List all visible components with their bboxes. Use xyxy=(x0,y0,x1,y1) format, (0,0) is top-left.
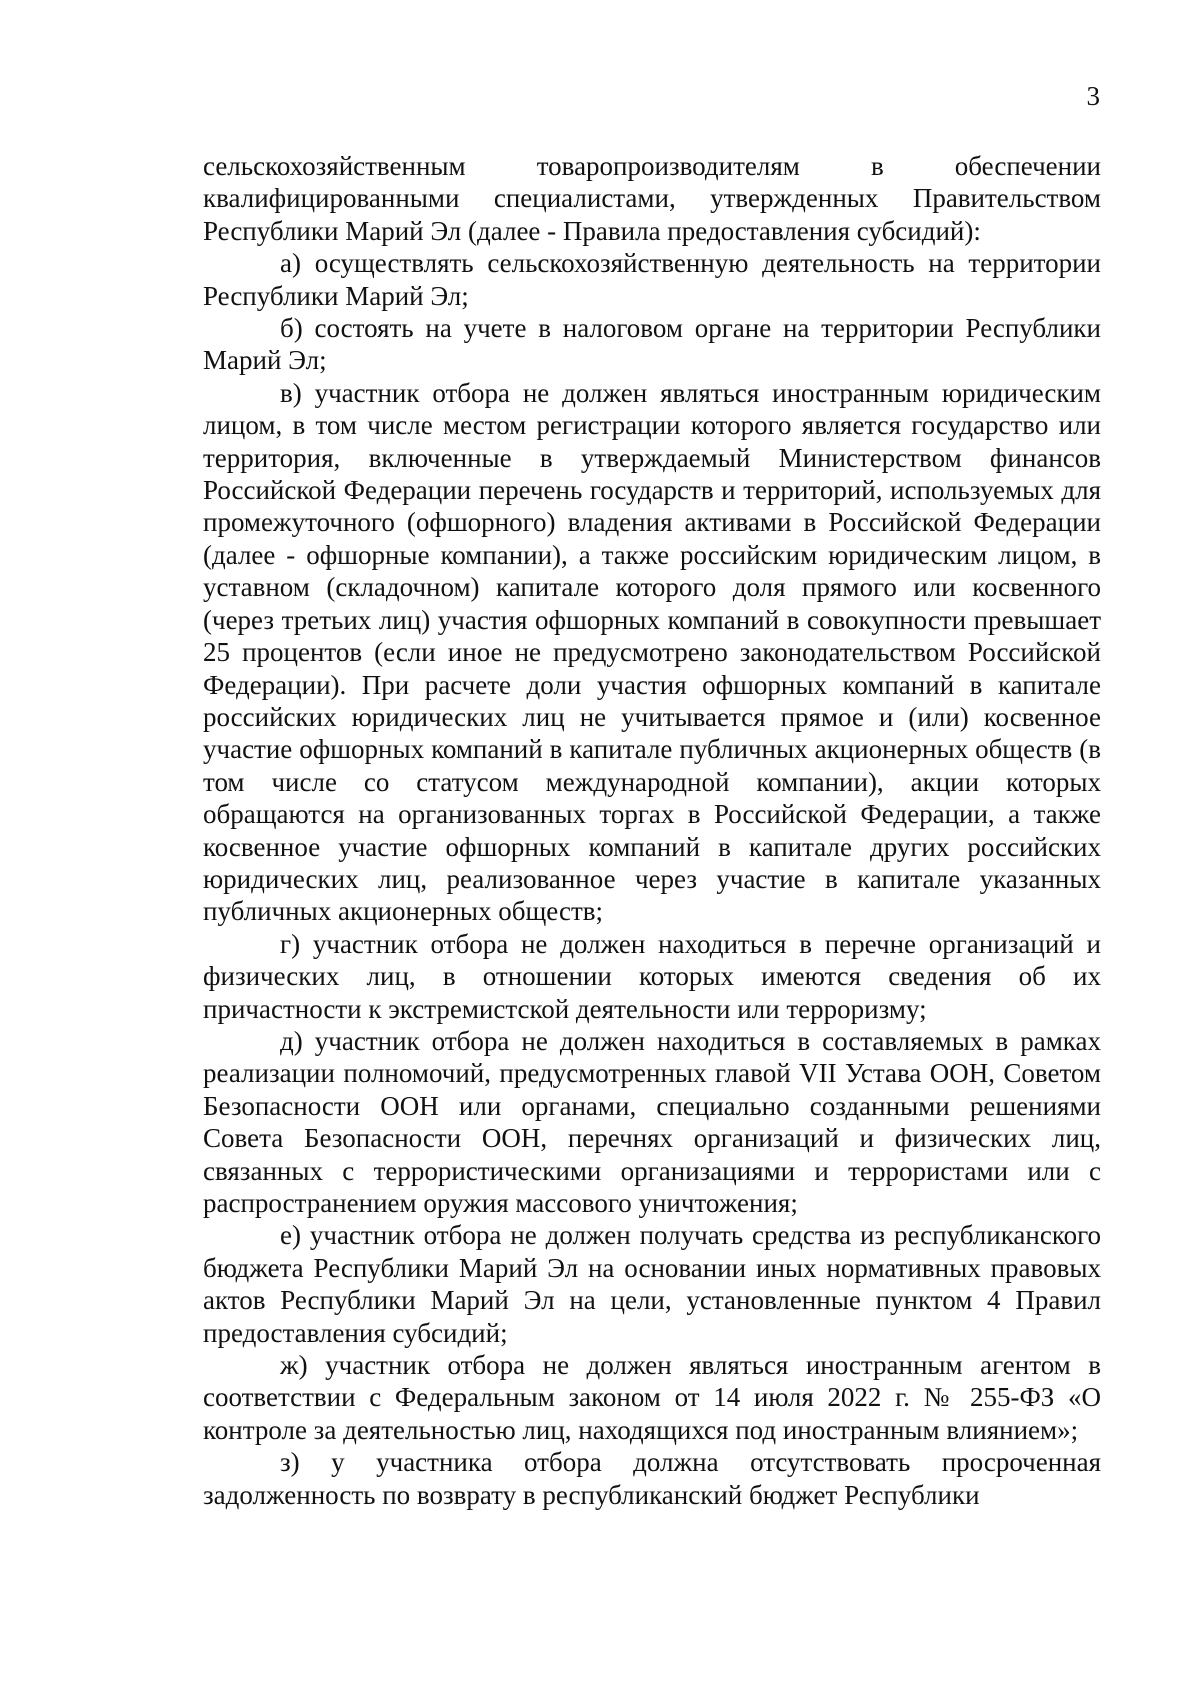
paragraph-continuation: сельскохозяйственным товаропроизводителям в обеспечении квалифицированными специалистами, утвержденных Правительством Республики Марий Эл (далее - Правила предоставления субсидий): xyxy=(203,151,1101,246)
paragraph-item-b: б) состоять на учете в налоговом органе на территории Республики Марий Эл; xyxy=(203,313,1101,376)
document-body xyxy=(203,150,1101,1511)
page-number: 3 xyxy=(1086,81,1100,111)
paragraph-item-a: а) осуществлять сельскохозяйственную деятельность на территории Республики Марий Эл; xyxy=(203,248,1101,311)
paragraph-item-zh: ж) участник отбора не должен являться иностранным агентом в соответствии с Федеральным законом от 14 июля 2022 г. № 255-ФЗ «О контроле за деятельностью лиц, находящихся под иностранным влиянием»; xyxy=(203,1350,1101,1445)
paragraph-item-z: з) у участника отбора должна отсутствовать просроченная задолженность по возврату в республиканский бюджет Республики xyxy=(203,1447,1101,1510)
paragraph-item-e: е) участник отбора не должен получать средства из республиканского бюджета Республики Марий Эл на основании иных нормативных правовых актов Республики Марий Эл на цели, установленные пунктом 4 Правил предоставления субсидий; xyxy=(203,1220,1101,1348)
paragraph-item-d: д) участник отбора не должен находиться в составляемых в рамках реализации полномочий, предусмотренных главой VII Устава ООН, Советом Безопасности ООН или органами, специально созданными решениями Совета Безопасности ООН, перечнях организаций и физических лиц, связанных с террористическими организациями и террористами или с распространением оружия массового уничтожения; xyxy=(203,1025,1101,1218)
paragraph-item-g: г) участник отбора не должен находиться в перечне организаций и физических лиц, в отношении которых имеются сведения об их причастности к экстремистской деятельности или терроризму; xyxy=(203,928,1101,1024)
paragraph-item-v: в) участник отбора не должен являться иностранным юридическим лицом, в том числе местом регистрации которого является государство или территория, включенные в утверждаемый Министерством финансов Российской Федерации перечень государств и территорий, используемых для промежуточного (офшорного) владения активами в Российской Федерации (далее - офшорные компании), а также российским юридическим лицом, в уставном (складочном) капитале которого доля прямого или косвенного (через третьих лиц) участия офшорных компаний в совокупности превышает 25 процентов (если иное не предусмотрено законодательством Российской Федерации). При расчете доли участия офшорных компаний в капитале российских юридических лиц не учитывается прямое и (или) косвенное участие офшорных компаний в капитале публичных акционерных обществ (в том числе со статусом международной компании), акции которых обращаются на организованных торгах в Российской Федерации, а также косвенное участие офшорных компаний в капитале других российских юридических лиц, реализованное через участие в капитале указанных публичных акционерных обществ; xyxy=(203,377,1101,927)
